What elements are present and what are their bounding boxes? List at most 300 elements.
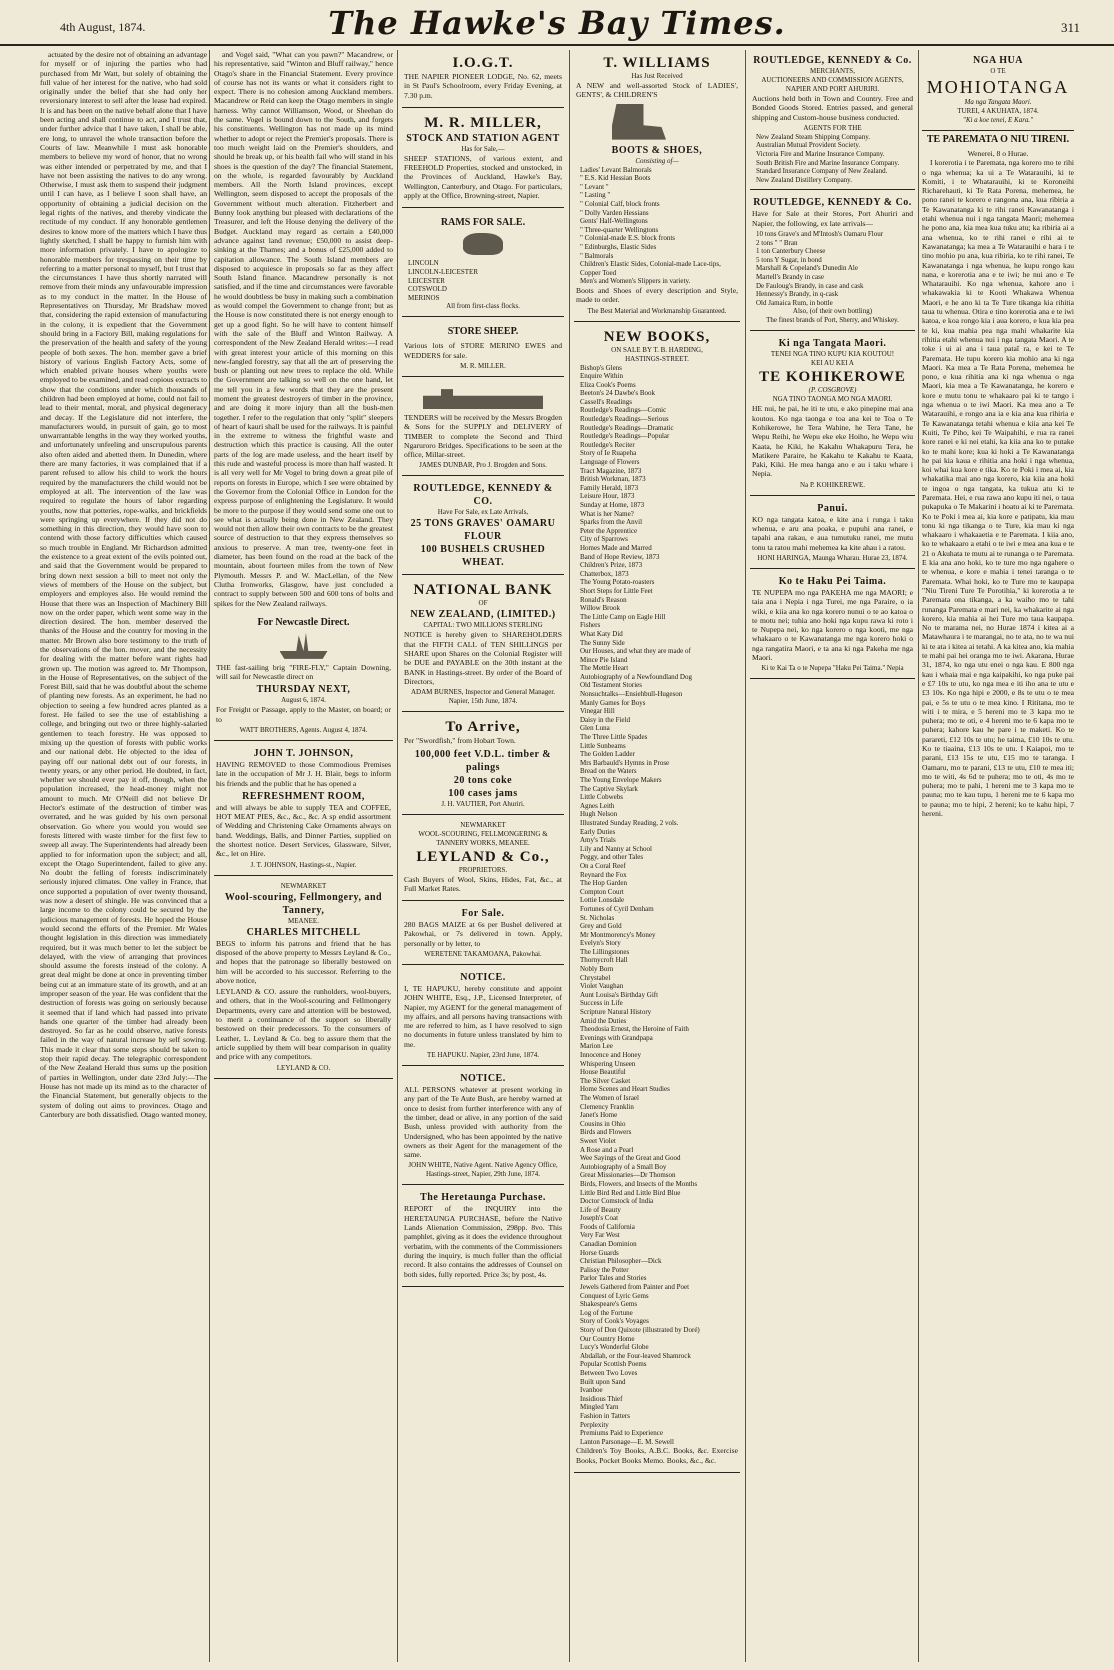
ad-subheading: STOCK AND STATION AGENT [406, 132, 560, 144]
ad-signature: JOHN WHITE, Native Agent. Native Agency Office, Hastings-street, Napier, 29th June, 1874. [408, 1161, 558, 1179]
ad-text: and will always be able to supply TEA and COFFEE, HOT MEAT PIES, &c., &c., &c. A sp endid assortment of Wedding and Christening Cake Ornaments always on hand. Weddings, Balls, and Dinner Parties, supplied on the shortest notice. Desert Services, Glassware, Silver, &c., let on Hire. [216, 802, 391, 859]
ad-mitchell [214, 878, 393, 1079]
list-item: Manly Games for Boys [580, 698, 646, 707]
ad-signature: J. T. JOHNSON, Hastings-st., Napier. [250, 860, 357, 869]
list-item: Home Scenes and Heart Studies [580, 1085, 670, 1094]
ad-text: KO nga tangata katoa, e kite ana i runga i taku whenua, e aru ana poaka, e pupuhi ana ranei, e tapahi ana rakau, e aua tumutuku ranei, me mutu tonu ta ratou mahi mehemea ka kite ahau i a ratou. [752, 514, 913, 552]
list-item: Lottie Lonsdale [580, 896, 625, 905]
ad-footer: The Best Material and Workmanship Guaranteed. [587, 306, 727, 315]
list-item: On a Coral Reef [580, 861, 626, 870]
list-item: MERINOS [408, 293, 440, 302]
column-2 [214, 50, 393, 1662]
list-item: House Beautiful [580, 1068, 626, 1077]
section-title-main: MOHIOTANGA [926, 77, 1070, 97]
column-rule [918, 50, 919, 1662]
list-item: LEICESTER [408, 276, 445, 285]
ad-panui [750, 498, 915, 569]
ad-footer: The finest brands of Port, Sherry, and Whiskey. [766, 316, 899, 325]
books-list [576, 364, 738, 1447]
list-item: Agnes Leith [580, 801, 615, 810]
ad-text: HE nui, he pai, he iti te utu, e ako pinepine mai ana koutou. Ko nga taonga e toa ana kei te Toa o Te Kohikerowe, he Tera Wahine, he Tera Tane, he Wepu Reihi, he Wepu eke eke Hoiho, he Wepu wiu Kaata, he Kiki, he Kakahu Whakapuru Tera, he Matikere Paraire, he Kakahu te Kakahu te Kaata, Paki, Kiki. He mea hanga ano e au i taku whare i Nepia. [752, 404, 913, 479]
ad-place: HASTINGS-STREET. [625, 354, 689, 363]
ad-text: Have for Sale at their Stores, Port Ahuriri and Napier, the following, ex late arrivals— [752, 209, 913, 228]
ad-signature: JAMES DUNBAR, Pro J. Brogden and Sons. [419, 461, 547, 470]
ad-subheading: PROPRIETORS. [458, 865, 508, 874]
ad-heading: To Arrive, [445, 719, 521, 736]
list-item: Compton Court [580, 887, 624, 896]
list-item: Built upon Sand [580, 1377, 626, 1386]
list-item: Autobiography of a Newfoundland Dog [580, 672, 692, 681]
ad-notice-white [402, 1068, 564, 1185]
list-item: Glen Luna [580, 724, 610, 733]
list-item: Routledge's Reciter [580, 440, 635, 449]
ad-text: WOOL-SCOURING, FELLMONGERING & TANNERY WORKS, MEANEE. [418, 829, 548, 847]
list-item: Leisure Hour, 1873 [580, 492, 635, 501]
list-item: British Workman, 1873 [580, 475, 646, 484]
ad-heading: NOTICE. [460, 1073, 506, 1085]
list-item: Bread on the Waters [580, 767, 637, 776]
list-item: A Rose and a Pearl [580, 1145, 634, 1154]
list-item: Doctor Comstock of India [580, 1197, 654, 1206]
boot-icon [612, 104, 702, 140]
column-1 [40, 50, 207, 1662]
list-item: Willow Brook [580, 604, 620, 613]
ad-place: MEANEE. [288, 916, 319, 925]
list-item: Amy's Trials [580, 836, 616, 845]
list-item: Story of Cook's Voyages [580, 1317, 649, 1326]
ad-notice-hapuku [402, 967, 564, 1066]
list-item: Birds and Flowers [580, 1128, 632, 1137]
list-item: Insidious Thief [580, 1394, 623, 1403]
list-item: Little Cobwebs [580, 793, 623, 802]
list-item: Marshall & Copeland's Dunedin Ale [756, 264, 858, 273]
list-item: Aunt Louisa's Birthday Gift [580, 990, 659, 999]
list-item: Theodosia Ernest, the Heroine of Faith [580, 1025, 689, 1034]
ad-heading: NATIONAL BANK [413, 582, 553, 599]
ad-text: A NEW and well-assorted Stock of LADIES', GENTS', & CHILDREN'S [576, 81, 738, 100]
list-item: Little Sunbeams [580, 741, 626, 750]
list-item: 5 tons Y Sugar, in bond [756, 255, 822, 264]
ad-books [574, 324, 740, 1473]
ad-text: 280 BAGS MAIZE at 6s per Bushel delivered at Pakowhai, or 7s delivered in town. Apply, personally or by letter, to [404, 920, 562, 948]
list-item: Mrs Barbauld's Hymns in Prose [580, 758, 670, 767]
ad-johnson [214, 743, 393, 876]
column-6 [922, 50, 1074, 1662]
ad-signature: ADAM BURNES, Inspector and General Manager. Napier, 15th June, 1874. [410, 688, 556, 706]
ad-signature: WERETENE TAKAMOANA, Pakowhai. [424, 949, 542, 958]
list-item: Premiums Paid to Experience [580, 1429, 664, 1438]
list-item: Mingled Yarn [580, 1403, 619, 1412]
ad-heading: Ki nga Tangata Maori. [778, 338, 887, 350]
ad-date-sub: August 6, 1874. [281, 696, 326, 705]
ad-heretaunga [402, 1187, 564, 1286]
ad-text: TENDERS will be received by the Messrs Brogden & Sons for the SUPPLY and DELIVERY of TIMBER to complete the Second and Third Ngaruroro Bridges. Specifications to be seen at the office, Millar-street. [404, 412, 562, 460]
ad-text: HAVING REMOVED to those Commodious Premises late in the occupation of Mr J. H. Blair, begs to inform his friends and the public that he has opened a [216, 760, 391, 788]
list-item: Australian Mutual Provident Society. [756, 141, 861, 150]
list-item: Mince Pie Island [580, 655, 628, 664]
ad-alias: (P. COSGROVE) [808, 386, 857, 395]
ad-heading: For Newcastle Direct. [257, 616, 350, 628]
ad-miller [402, 110, 564, 208]
ad-heading: NEW BOOKS, [603, 328, 711, 345]
list-item: Beeton's 24 Dawbe's Book [580, 389, 656, 398]
list-item: What is her Name? [580, 509, 634, 518]
list-item: The Young Envelope Makers [580, 776, 662, 784]
list-item: Daisy in the Field [580, 715, 630, 724]
list-item: Wee Sayings of the Great and Good [580, 1154, 681, 1163]
ad-signature: LEYLAND & CO. [276, 1063, 331, 1072]
list-item: City of Sparrows [580, 535, 628, 544]
list-item: Canadian Dominion [580, 1240, 637, 1249]
list-item: Autobiography of a Small Boy [580, 1162, 667, 1171]
list-item: 1 ton Canterbury Cheese [756, 247, 826, 256]
list-item: Fashion in Tatters [580, 1411, 630, 1420]
ad-haku-pei-taima [750, 571, 915, 679]
list-item: Lucy's Wonderful Globe [580, 1343, 649, 1352]
ad-signature: Ki te Kai Ta o te Nupepa "Haku Pei Taima." Nepia [761, 664, 904, 673]
list-item: Story of Don Quixote (illustrated by Doré) [580, 1326, 700, 1334]
list-item: Joseph's Coat [580, 1214, 619, 1223]
article-heading: TE PAREMATA O NIU TIRENI. [926, 134, 1070, 145]
ad-heading: RAMS FOR SALE. [440, 217, 526, 229]
ad-heading: NEWMARKET [460, 820, 506, 829]
list-item: Chatterbox, 1873 [580, 569, 629, 578]
ad-footer: Children's Toy Books, A.B.C. Books, &c. Exercise Books, Pocket Books Memo. Books, &c., &c. [576, 1446, 738, 1465]
list-item: Conquest of Lyric Gems [580, 1291, 649, 1300]
article-text: I korerotia i te Paremata, nga korero mo te rihi o nga whenua; ka ui a Te Watarauihi, ki te Komiti, i te Whatarauihi, ki te Koroneihi Richarehauti, ki Te Rata Porena, mehemea, he pono ranei te korero e rangona ana, kua ribiria a Te Kawanatanga ki te rihi ranei Kawanatanga i etahi whenua nui i nga tangata Maori; mehemea he pono ana, kia mea kua tuku atu; ka ribiria ai a ana whenua, ko te rihi ranei e rihi ai te Kawanatanga; ka mea a Te Watarauihi e hara i te tino mohio pu ana, kua ribiria, ko te rihi ranei, Te Kawanatanga i nga whenua, he kupu rongo kau nana, e korerotia ana e te iwi; he nui ano e Te Whatarauihi. Ko nga whenua, kahore ano i whakawakia ki te Kooti Whakawa Whenua Maori, e he ano ki ta Te Ture tikanga kia rihitia taua tu whenua. Otira e tino korerotia ana e te iwi katoa, e koa rongo kia i aua korero, e kua kia pea te ki, kua mahia pea nga mahi whakarite kia rihitia etahi whenua nui i nga tangata Maori. A te toke i ui ai ana i taua pataī ra, e kei te Te Paremata. He tupu korero kia mohio ana ki nga Maori. Ka mea a Te Rata Porena, mehemea he pono, e kua rihitia ana ki nga whenua o nga Maori, kia mea a Te Kawanatanga, he korero e kore e mutu tonu te whakaaro pai ki te tango i nga whenua o te iwi Maori. Ka mea ano a Te Watarauihi, e rongo ana ia e kia ana kua rihiria e Te Kawanatanga tetahi whenua e kiia ana kei Te Kuiti, Te Piho, kei Te Waipahihi, e rua ra ranei kore ranei e ki nei etahi, ka kiia ana ko te putake ko te mahi kore; kua ki hoki a Te Kawanatanga he pai kia kaua e rihitia ana hoki i nga whenua, koi whai kua kore e tika. Ko te Poki i mea ai, kia whakatika mai ano nga korero, kia kiia ana hoki te ingoa o nga tangata, ka tukua atu ki te Paremata. Hei, e rua rawa ano kupu iti nei, o taua pukapuka o Te Makarini i hoatu ai ki te Paremata. Ko te Poki i mea ai, kia kore e patipatu, kia mau tonu ki nga tikanga o te Ture, kia mau ki nga whakaaro i whakaaetia e te Paremata. I kiia ano, ko te whakaaro a etahi o te iwi e mea ana kua e te 21 o Akuhata te mutu ai te runanga o te Paremata. E kia ana ano hoki, ko te ture mo nga ngahere o te whenua, e kore e mahia i tenei taranga o te Paremata. Whai hoki, ko te Ture mo te kaupapa "Niu Tireni Ture Te Porotihia," ki korerotia a te Paremata ona tikanga, a ka waiho mo te tahi runanga Paremata e mari nei, ka whakarite ai nga korero, kia mahia ai hei Ture mo taua kaupapa. No te marama nei, no Hurae 1874 i kitea ai a Matawhaura i te marangai, no te ata, no te wa nui ki te ata i kitea ai tetahi. A ka kitea ano, kia mahia te mahi pai hei oranga mo te iwi. Akarana, Hurae 31, 1874, ko nga utu enei o nga kau. E 800 nga kau i whaia mai e nga kaipakihi, ko nga puke pai e £7 10s te utu, ko nga mea e iti iho ana te utu e £3 10s. Ko nga hipi e 2000, e 8s te utu o te mea pai, e 5s te utu o te mea kino. I Rititana, mo te witi i te mira, e 5 hereni mo te 3 kapa mo te puhera; mo te oti, e 4 hereni mo te 6 kapa mo te puhera; kahore kau he pare i te maketi. Ko te parareti, £12 10s te utu; he taima, £10 10s te utu. Ko te tiaaina, £13 10s te utu. I Kaiapoi, mo te parani, £13 15s te utu, £15 mo te taranga. I Oamaru, mo te parani, £13 te utu, £10 te mea iti; mo te witi, 4s 6d te puhera; mo te oti, 4s mo te puhera; mo te pahi, 1 hereni me te 3 kapa mo te pauna; mo te kau tupu, 1 hereni me te 6 kapa mo te pauna; mo te hipi, 2 hereni; ko te kahu hipi, 7 hereni. [922, 158, 1074, 819]
ad-subheading: NEW ZEALAND, (LIMITED.) [410, 609, 556, 621]
list-item: Children's Prize, 1873 [580, 561, 643, 570]
list-item: Between Two Loves [580, 1368, 638, 1377]
list-item: LINCOLN [408, 259, 439, 268]
list-item: The Women of Israel [580, 1093, 639, 1102]
list-item: 100,000 feet V.D.L. timber & palings [414, 748, 552, 773]
ad-text: Consisting of— [635, 156, 679, 165]
ad-text: REPORT of the INQUIRY into the HERETAUNGA PURCHASE, before the Native Lands Alienation Commission, 298pp. 8vo. This pamphlet, giving as it does the evidence throughout verbatim, with the comments of the Commissioners during the inquiry, is much fuller than the official record. It also contains the addresses of Counsel on both sides, fully reported. Price 3s; by post, 4s. [404, 1204, 562, 1279]
train-icon [423, 387, 543, 409]
list-item: Sunday at Home, 1873 [580, 501, 645, 509]
list-item: Foods of California [580, 1222, 635, 1231]
list-item: Chrystabel [580, 973, 611, 982]
page-number: 311 [1060, 20, 1080, 35]
ad-rams [402, 210, 564, 317]
list-item: Vinegar Hill [580, 707, 615, 716]
list-item: Perplexity [580, 1420, 609, 1429]
ad-signature: J. H. VAUTIER, Port Ahuriri. [441, 799, 525, 808]
list-item: Martell's Brandy in case [756, 273, 824, 282]
list-item: 100 cases jams [448, 787, 518, 799]
column-rule [397, 50, 398, 1662]
list-item: Ronald's Reason [580, 595, 627, 604]
list-item: Peter the Apprentice [580, 526, 638, 535]
ad-heading: For Sale. [461, 908, 505, 920]
ad-text: ALL PERSONS whatever at present working in any part of the Te Aute Bush, are hereby warned at once to desist from further interference with any of the timber, dead or alive, in any portion of the said Bush, unless provided with authority from the Undersigned, who has been appointed by the native owners as their Agent for the management of the same. [404, 1085, 562, 1160]
list-item: " Dolly Varden Hessians [580, 208, 649, 217]
list-item: Thornycroft Hall [580, 956, 628, 965]
column-4 [574, 50, 740, 1662]
list-item: Old Jamaica Rum, in bottle [756, 298, 833, 307]
list-item: Log of the Fortune [580, 1308, 633, 1317]
list-item: Whispering Unseen [580, 1059, 636, 1068]
ad-text: Boots and Shoes of every description and Style, made to order. [576, 285, 738, 305]
ad-text: I, TE HAPUKU, hereby constitute and appoint JOHN WHITE, Esq., J.P., Licensed Interpreter, of Napier, my AGENT for the general management of my affairs, and all persons having transactions with me are referred to him, as I have resolved to sign no documents in future unless translated by him to me. [404, 983, 562, 1049]
column-5 [750, 50, 915, 1662]
list-item: Fishers [580, 621, 601, 630]
list-item: " E.S. Kid Hessian Boots [580, 174, 651, 183]
list-item: Mr Montmorency's Money [580, 930, 656, 939]
ad-text: THE fast-sailing brig "FIRE-FLY," Captain Downing, will sail for Newcastle direct on [216, 662, 391, 682]
list-item: Routledge's Readings—Serious [580, 415, 669, 424]
list-item: What Katy Did [580, 629, 623, 638]
rams-list [404, 259, 562, 302]
list-item: Enquire Within [580, 372, 623, 381]
ad-text: For Freight or Passage, apply to the Master, on board; or to [216, 705, 391, 724]
ad-text: TE NUPEPA mo nga PAKEHA me nga MAORI; e taia ana i Nepia i nga Turei, me nga Paraire, o ia wiki, e kiia ana ko nga korero nunui o te ao katoa o te motu nei; tuhia ano hoki nga kupu rawa ki roto i te Nupepa nei, ko nga korero o nga kooti, me nga whakaaro o te Kawanatanga me nga korero hoki o nga rangatira Maori, e ta ana ki nga Pakeha me nga Maori. [752, 587, 913, 663]
list-item: Palissy the Potter [580, 1265, 629, 1274]
list-item: The Silver Casket [580, 1076, 631, 1085]
ad-name: CHARLES MITCHELL [246, 926, 361, 938]
nga-hua-masthead [922, 50, 1074, 131]
ad-signature: M. R. MILLER. [460, 361, 506, 370]
list-item: Lily and Nanny at School [580, 844, 652, 853]
list-item: The Hop Garden [580, 879, 628, 888]
list-item: Peggy, and other Tales [580, 853, 644, 862]
ad-subheading: KEI AU KEI A [811, 359, 854, 368]
sheep-icon [463, 233, 503, 255]
ad-capital: CAPITAL: TWO MILLIONS STERLING [423, 621, 543, 630]
ad-heading: ROUTLEDGE, KENNEDY & Co. [753, 55, 912, 66]
ad-heading: T. WILLIAMS [603, 55, 711, 71]
list-item: Very Far West [580, 1231, 620, 1240]
section-date: TUREI, 4 AKUHATA, 1874. [957, 107, 1039, 115]
ad-newcastle [214, 610, 393, 741]
ad-heading: M. R. MILLER, [424, 114, 542, 131]
ad-text: BEGS to inform his patrons and friend that he has disposed of the above property to Messrs Leyland & Co., and hopes that the patronage so liberally bestowed on him will be accorded to his successor. Referring to the above notice, [216, 938, 391, 985]
list-item: " Colonial Calf, block fronts [580, 199, 660, 208]
list-item: Our Country Home [580, 1334, 635, 1343]
list-item: Abdallah, or the Four-leaved Shamrock [580, 1351, 691, 1360]
list-item: Popular Scottish Poems [580, 1360, 647, 1369]
issue-date: 4th August, 1874. [60, 20, 146, 34]
section-motto: "Ki a koe tenei, E Kara." [962, 116, 1034, 124]
list-item: Scripture Natural History [580, 1008, 652, 1017]
ad-heading: NOTICE. [460, 971, 506, 983]
list-item: Cousins in Ohio [580, 1119, 626, 1128]
list-item: Evelyn's Story [580, 939, 621, 948]
ad-signature: WATT BROTHERS, Agents. August 4, 1874. [239, 726, 368, 734]
list-item: The Young Potato-roasters [580, 578, 655, 587]
ad-heading: ROUTLEDGE, KENNEDY & Co. [753, 197, 912, 209]
ad-leyland [402, 817, 564, 902]
list-item: Horse Guards [580, 1248, 619, 1257]
ad-subheading: Have For Sale, ex Late Arrivals, [437, 508, 529, 517]
list-item: Marion Lee [580, 1042, 613, 1051]
list-item: Innocence and Honey [580, 1051, 642, 1059]
list-item: The Mettle Heart [580, 664, 629, 673]
list-item: 2 tons " " Bran [756, 238, 798, 247]
boots-list [576, 166, 738, 286]
column-rule [209, 50, 210, 1662]
ad-highlight: REFRESHMENT ROOM, [242, 790, 365, 802]
column-3 [402, 50, 564, 1662]
list-item: Lanton Parsonage—E. M. Sewell [580, 1437, 674, 1446]
list-item: " Colonial-made E.S. block fronts [580, 234, 676, 243]
ad-place: NAPIER AND PORT AHURIRI. [785, 85, 880, 93]
ad-maize [402, 903, 564, 965]
ad-subheading: ON SALE BY T. B. HARDING, [611, 345, 703, 354]
list-item: South British Fire and Marine Insurance Company. [756, 158, 900, 167]
list-item: Christian Philosopher—Dick [580, 1257, 662, 1266]
list-item: Short Steps for Little Feet [580, 586, 653, 595]
list-item: Success in Life [580, 999, 623, 1008]
goods-list [752, 230, 913, 307]
ad-text: Has for Sale,— [461, 144, 505, 153]
list-item: Eliza Cook's Poems [580, 380, 636, 389]
list-item: The Three Little Spades [580, 733, 648, 742]
list-item: Band of Hope Review, 1873 [580, 552, 660, 561]
ad-line: 100 BUSHELS CRUSHED WHEAT. [420, 544, 546, 569]
list-item: Violet Vaughan [580, 982, 624, 991]
list-item: Routledge's Readings—Popular [580, 432, 670, 441]
ad-heading: Ko te Haku Pei Taima. [778, 575, 887, 587]
section-title: NGA HUA [973, 55, 1023, 66]
list-item: Bishop's Glens [580, 363, 622, 372]
section-title-of: O TE [990, 67, 1006, 75]
list-item: " Balmorals [580, 251, 614, 260]
ad-signature: TE HAPUKU. Napier, 23rd June, 1874. [427, 1051, 539, 1060]
list-item: Amid the Duties [580, 1016, 627, 1025]
ad-text: Various lots of STORE MERINO EWES and WEDDERS for sale. [404, 341, 562, 360]
list-item: Children's Elastic Sides, Colonial-made Lace-tips, Copper Toed [580, 260, 721, 277]
ad-routledge-stores [750, 192, 915, 331]
ad-subheading: MERCHANTS, [810, 67, 855, 75]
ad-name: TE KOHIKEROWE [759, 369, 906, 386]
ad-heading: NEWMARKET [280, 881, 327, 890]
list-item: Story of Ie Ruapeha [580, 449, 637, 458]
ship-icon [280, 633, 328, 659]
ad-tenders [402, 379, 564, 476]
article-text: and Vogel said, "What can you pawn?" Macandrew, or his representative, said "Winton and Bluff railway," hence Otago's share in the Financial Statement. Every province of course has not its wants or what it considers right to expect. There is no cohesion among Auckland members. Macandrew or Reid can keep the Otago members in single harness. Why cannot Williamson, Wood, or Sheehan do the same. Vogel is bound down to the South, and forgets his constituents. Wellington has not made up its mind whether to adopt or reject the Premier's proposals. There is too much weight laid on the Premier's shoulders, and should he break up, or his health fail who will stand in his shoes is the question of the day? The financial Statement, on the whole, is regarded favourably by Auckland members. All the North Island provinces, except Wellington, seem disposed to accept the proposals of the Government without much alteration. Fitzherbert and Bunny look anything but pleased with declarations of the Treasurer, and left the House denying the delivery of the Budget. Auckland may regard as certain a £40,000 advance against land revenue; £50,000 to assist deep-sinking at the Thames; and a bonus of £25,000 added to capitation allowance. The South Island members are disposed to acquiesce in proposals so far as they affect South Island finance. Macandrew personally is not satisfied, and if the time and circumstances were favorable he would doubtless be busy in making such a combination as would compel the Government to change front; but as the House is now constituted there is not energy enough to get up a good fight. So he will have to content himself with the sale of the Bluff and Winton Railway. A correspondent of the New Zealand Herald writes:—I read with great interest your article of this morning on this new-fangled forestry, say that all the art of preserving the bush or planting out new trees to replace the old. While the Government are talking so well on the one hand, let me tell you in a few words that they are the present moment the greatest destroyers of timber in the province, and are doing it more injury than all the bush-men together. I refer to the regulation that only "split" sleepers of heart of kauri shall be used for the railways. It is painful in the extreme to witness the frightful waste and destruction which this practice is causing. All the outer parts of the log are made useless, and the heart itself by this rude and wasteful process is more than half wasted. It is all very well for Mr Vogel to bring down a great pile of reports on forests in Europe, which I see were obtained by the Governor from the Colonial Office in London for the express purpose of enlightening the Legislature. It would be more to the purpose if they would send some one out to see what is actually being done in New Zealand. They would not then allow their own contracts to be the greatest source of destruction to that they express themselves so anxious to preserve. A man tree, twenty-one feet in diameter, has been found on the road at the back of the mountain, about fourteen miles from the town of New Plymouth. Messrs P. and W. MacLellan, of the New Clutha Ironworks, Glasgow, have just concluded a contract to supply between 500 and 600 tons of bolts and spikes for the New Zealand railways. [214, 50, 393, 608]
ad-title: Wool-scouring, Fellmongery, and Tannery, [224, 891, 383, 916]
list-item: Hugh Nelson [580, 810, 618, 819]
ad-footer: All from first-class flocks. [446, 302, 520, 311]
masthead [0, 0, 1114, 46]
list-item: Fortunes of Cyril Denham [580, 904, 654, 913]
ad-national-bank [402, 577, 564, 712]
list-item: " Levant " [580, 182, 609, 191]
list-item: Routledge's Readings—Dramatic [580, 423, 674, 432]
list-item: Hennessy's Brandy, in q-cask [756, 290, 839, 299]
list-item: Ladies' Levant Balmorals [580, 165, 652, 174]
ad-signature: Na P. KOHIKEREWE. [800, 480, 865, 489]
list-item: Sweet Violet [580, 1136, 616, 1145]
ad-heading: Panui. [817, 502, 848, 514]
list-item: LINCOLN-LEICESTER [408, 267, 478, 276]
list-item: Janet's Home [580, 1111, 618, 1120]
list-item: Illustrated Sunday Reading, 2 vols. [580, 818, 679, 827]
ad-line: 25 TONS GRAVES' OAMARU FLOUR [410, 518, 556, 543]
ad-name: LEYLAND & Co., [416, 848, 550, 865]
ad-williams [574, 50, 740, 322]
list-item: Our Houses, and what they are made of [580, 647, 691, 656]
list-item: New Zealand Steam Shipping Company. [756, 132, 871, 141]
list-item: Ivanhoe [580, 1386, 603, 1395]
list-item: Family Herald, 1873 [580, 483, 639, 492]
list-item: " Three-quarter Wellingtons [580, 225, 659, 234]
ad-text: THE NAPIER PIONEER LODGE, No. 62, meets in St Paul's Schoolroom, every Friday Evening, at 7.30 p.m. [404, 72, 562, 100]
article-date: Wenerei, 8 o Hurae. [967, 149, 1029, 158]
list-item: 10 tons Grave's and M'Intosh's Oamaru Flour [756, 230, 884, 239]
list-item: " Edinburghs, Elastic Sides [580, 242, 657, 251]
ad-heading: I.O.G.T. [452, 55, 514, 71]
column-rule [569, 50, 570, 1662]
article-text: actuated by the desire not of obtaining an advantage for myself or of injuring the parties who had purchased from Mr Watt, but solely of obtaining the full value of her interest for the native, who had sold originally under the belief that she had only her reversionary interest to sell after the lease had expired. It is and has been on the native behalf alone that I have been acting and shall continue to act, and I trust that, under further advice that I have taken, I shall be able, ere long, to unravel the whole transaction before the Courts of law. Meanwhile I must ask honorable members to believe my word of honor, that no wrong was either intended or perpetrated by me, and that I have not been assisting the natives to do any wrong. Otherwise, I must ask them to suspend their judgment until I can have, as I believe I soon shall have, an opportunity of obtaining a judicial decision on the legal rights of the natives, and thereby vindicate the rectitude of my conduct. If any honorable gentlemen desires to know more of the matters which I have thus lightly sketched, I shall be happy to furnish him with more information privately. I have to apologize to honorable members for trespassing on their time by referring to a matter personal to myself, but I trust that the circumstances I have thus shortly narrated will remove from their minds any unfavourable impression as to my conduct in the matter. In the House of Representatives on Thursday, Mr Bradshaw moved that, considering the rapid extension of manufacturing in the colony, it is expedient that the Government should bring in a Factory Bill, making regulations for the preservation of the health and safety of the young people of both sexes. The hon. member gave a brief history of various English Factory Acts, some of which enabled private houses where youths were employed to be examined, and read copious extracts to show that the conditions under which thousands of children had been employed at home, could not fail to lead to their mental, moral, and physical degeneracy and decay. If the Legislature did not interfere, the manufacturers would, in pursuit of gain, go to most unwarrantable lengths in the way they worked youths, and unfortunately unfeeling and unscrupulous parents also often aided and abetted them. In Dunedin, where there are many factories, it was complained that if a parent refused to allow his child to work the hours required by the manufacturers the child would not be employed at all. The intervention of the law was required to regulate the hours of labor regarding youths, now that potteries, rope-walks, and brickfields were springing up everywhere. If they did not do something in this direction, they would have soon to contend with those factory difficulties which caused so much trouble in England. Mr Richardson admitted the existence to a great extent of the evils pointed out, and said that the Government would be prepared to bring down next session a bill to meet not only the views of members of the House on the subject, but employers and employes also. He would remind the House that there was an Inspection of Machinery Bill now on the order paper, which went some way in the direction desired. The hon. member deserved the thanks of the House and the country for moving in the matter. Mr Brown also bore testimony to the truth of the observations of the hon. mover, and the necessity for dealing with the matter before want rights had grown up. The motion was agreed to. Mr Thompson, in the House of Representatives, on the subject of the Forest Bill, said that he was doubtful about the scheme of planting new forests. As an experiment, he had no objection to seeing a few hundred acres planted as a forest. He failed to see the use of establishing a college, and bringing out two or three highly-salaried gentlemen to teach forestry. He was opposed to mixing up the question of forests with public works and our national debt. He objected to the idea of paying off our national debt out of our forests, in twenty years, or any other period. He doubted, in fact, whether we should ever pay it off, though, when the population increased, the head-money might not amount to much. Mr O'Neill did not believe Dr Hector's estimate of the destruction of timber was overrated, and he was guided by his own personal observation. Go where you would you would see forests littered with waste timber for the first few to sweep all away. The Superintendents had already been applied to for information upon the subject; and all, except the Otago Superintendent, failed to give any. No doubt the felling of forests indiscriminately seriously injured climates. One valley in France, that once supported a population of over twenty thousand, was now a desert of shingle. He was convinced that a large income to the colony could be secured by the judicious management of forests. He hoped the House would second the efforts of the Premier. Mr Wales thought legislation in this direction was immediately required, but it was much better to let the subject be delayed, with the view of arranging that provinces should assume the forests instead of the colony. A great deal might be done at once in preventing timber being cut at an immature state of its growth, and at an improper season of the year. He was confident that the destruction of forests was going on seriously because it seemed that if land which had passed into private hands one quarter of the timber had already been destroyed. So far as he could observe, native forests failed in the way of natural increase by self sowing. This made it clear that some steps should be taken to stop their rapid decay. The telegraphic correspondent of the New Zealand Herald thus sums up the position of parties in Wellington, under date 23rd July:—The House has not made up its mind as to the character of the Financial Statement, but generally objects to the system of doling out aims to provinces. Otago and Canterbury are both dissatisfied. Otago wanted money, [40, 50, 207, 1119]
list-item: Standard Insurance Company of New Zealand. [756, 167, 888, 176]
list-item: Parlor Tales and Stories [580, 1274, 647, 1283]
ad-text: LEYLAND & CO. assure the runholders, wool-buyers, and others, that in the Wool-scouring and Fellmongery Departments, every care and attention will be bestowed, to merit a continuance of the support so liberally bestowed on their predecessors. To the consumers of Leather, L. Leyland & Co. beg to assure them that the article supplied by them will bear comparison in quality and price with any competitors. [216, 987, 391, 1062]
list-item: Routledge's Readings—Comic [580, 406, 667, 415]
ad-store-sheep [402, 319, 564, 377]
list-item: Tract Magazine, 1873 [580, 466, 642, 475]
list-item: Little Bird Red and Little Bird Blue [580, 1188, 681, 1197]
ad-heading: The Heretaunga Purchase. [420, 1192, 546, 1204]
list-item: The Sunny Side [580, 638, 625, 647]
ad-iogt [402, 50, 564, 108]
list-item: Life of Beauty [580, 1205, 621, 1214]
list-item: New Zealand Distillery Company. [756, 175, 852, 184]
ad-subheading: AUCTIONEERS AND COMMISSION AGENTS, [761, 76, 904, 84]
ad-subheading: TENEI NGA TINO KUPU KIA KOUTOU! [770, 350, 895, 359]
ad-subheading: NGA TINO TAONGA MO NGA MAORI. [772, 395, 893, 404]
newspaper-title: The Hawke's Bay Times. [328, 4, 786, 42]
ad-routledge-merchants [750, 50, 915, 190]
ad-highlight: BOOTS & SHOES, [611, 144, 703, 156]
list-item: Jewels Gathered from Painter and Poet [580, 1283, 690, 1292]
list-item: Birds, Flowers, and Insects of the Months [580, 1179, 698, 1188]
list-item: Homes Made and Marred [580, 543, 652, 552]
ad-heading: STORE SHEEP. [447, 326, 519, 338]
list-item: Nonsuchtalks—Ensiehbull-Hugeson [580, 690, 683, 699]
list-item: Sparks from the Anvil [580, 518, 643, 527]
ad-text: SHEEP STATIONS, of various extent, and FREEHOLD Properties, stocked and unstocked, in the Provinces of Auckland, Hawke's Bay, Wellington, Canterbury, and Otago. For particulars, apply at the Office, Browning-street, Napier. [404, 153, 562, 201]
list-item: Nobly Born [580, 965, 614, 974]
agents-list [752, 133, 913, 185]
list-item: Language of Flowers [580, 458, 640, 467]
list-item: 20 tons coke [453, 774, 513, 786]
ad-routledge-flour [402, 478, 564, 575]
list-item: Evenings with Grandpapa [580, 1033, 653, 1042]
ad-heading: JOHN T. JOHNSON, [253, 748, 354, 759]
ad-text: Auctions held both in Town and Country. Free and Bonded Goods Stored. Entries passed, and general shipping and Custom-house business conducted. [752, 94, 913, 122]
list-item: Reynard the Fox [580, 870, 627, 879]
ad-signature: HONI HARINGA, Maunga Wharau. Hurae 23, 1874. [757, 553, 908, 562]
list-item: Cassell's Readings [580, 397, 633, 406]
list-item: St. Nicholas [580, 913, 615, 922]
ad-text: Cash Buyers of Wool, Skins, Hides, Fat, &c., at Full Market Rates. [404, 874, 562, 893]
list-item: The Lillingstones [580, 947, 630, 956]
ad-text: Also, (of their own bottling) [792, 307, 873, 316]
list-item: Clemency Franklin [580, 1102, 634, 1111]
ad-text: Per "Swordfish," from Hobart Town. [404, 736, 516, 746]
list-item: The Captive Skylark [580, 784, 638, 793]
ad-heading: ROUTLEDGE, KENNEDY & CO. [413, 483, 553, 508]
list-item: Shakespeare's Gems [580, 1300, 638, 1309]
list-item: De Fauloug's Brandy, in case and cask [756, 281, 864, 290]
ad-text: NOTICE is hereby given to SHAREHOLDERS that the FIFTH CALL of TEN SHILLINGS per SHARE upon Shares on the Colonial Register will be DUE and PAYABLE on the 30th instant at the BANK in Hastings-street. By order of the Board of Directors, [404, 630, 562, 686]
list-item: Gents' Half-Wellingtons [580, 217, 648, 226]
list-item: COTSWOLD [408, 285, 447, 294]
list-item: Grey and Gold [580, 922, 622, 931]
